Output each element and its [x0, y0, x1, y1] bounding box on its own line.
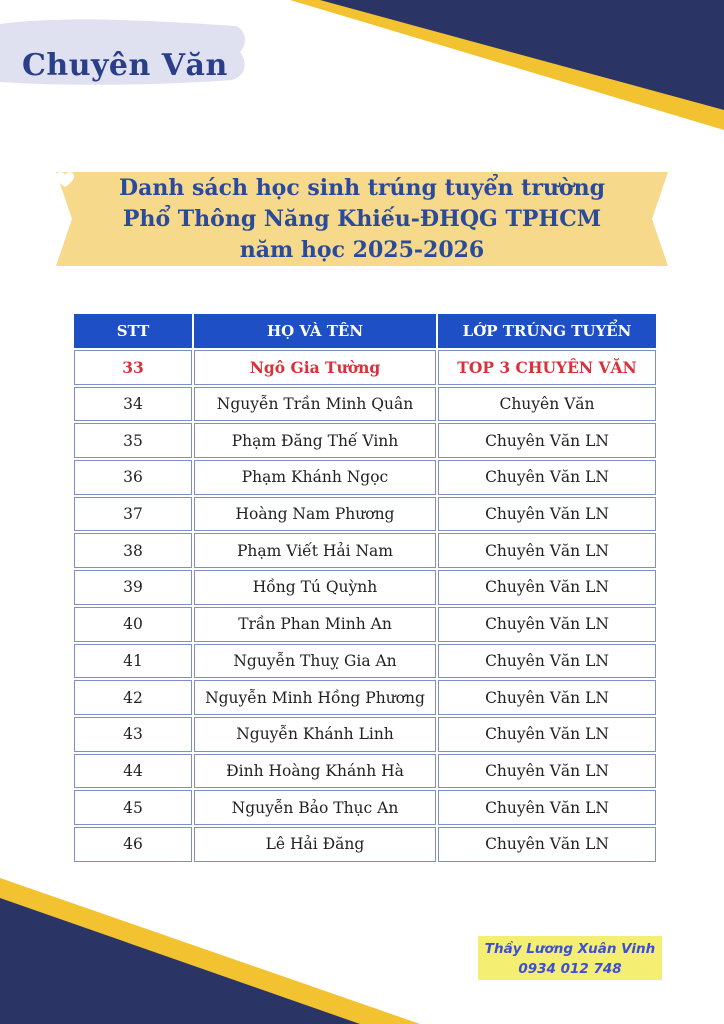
cell-stt: 44	[74, 754, 192, 789]
heading-line-2: Phổ Thông Năng Khiếu-ĐHQG TPHCM	[122, 205, 602, 232]
title-ribbon	[56, 172, 668, 266]
cell-stt: 42	[74, 680, 192, 715]
header-name: HỌ VÀ TÊN	[194, 314, 436, 348]
cell-name: Phạm Đăng Thế Vinh	[194, 423, 436, 458]
table-row	[74, 754, 656, 789]
cell-name: Hồng Tú Quỳnh	[194, 570, 436, 605]
cell-class: Chuyên Văn LN	[438, 607, 656, 642]
cell-stt: 43	[74, 717, 192, 752]
cell-name: Phạm Khánh Ngọc	[194, 460, 436, 495]
cell-name: Hoàng Nam Phương	[194, 497, 436, 532]
cell-class: Chuyên Văn LN	[438, 423, 656, 458]
subject-banner	[0, 14, 250, 88]
cell-stt: 41	[74, 644, 192, 679]
table-row	[74, 497, 656, 532]
table-row	[74, 827, 656, 862]
table-row	[74, 644, 656, 679]
subject-title: Chuyên Văn	[22, 48, 228, 83]
cell-stt: 35	[74, 423, 192, 458]
cell-stt: 45	[74, 790, 192, 825]
teacher-name: Thầy Lương Xuân Vinh	[484, 941, 656, 957]
table-header-row	[74, 314, 656, 348]
page-heading	[56, 172, 668, 266]
cell-stt: 40	[74, 607, 192, 642]
cell-stt: 34	[74, 387, 192, 422]
cell-class: Chuyên Văn LN	[438, 460, 656, 495]
teacher-phone: 0934 012 748	[518, 961, 622, 977]
cell-class: Chuyên Văn LN	[438, 680, 656, 715]
teacher-signature	[478, 936, 662, 980]
cell-name: Nguyễn Khánh Linh	[194, 717, 436, 752]
table-row	[74, 607, 656, 642]
cell-name: Nguyễn Bảo Thục An	[194, 790, 436, 825]
cell-name: Lê Hải Đăng	[194, 827, 436, 862]
cell-stt: 33	[74, 350, 192, 385]
table-row	[74, 790, 656, 825]
cell-class: Chuyên Văn	[438, 387, 656, 422]
table-row	[74, 680, 656, 715]
table-row	[74, 570, 656, 605]
cell-name: Ngô Gia Tường	[194, 350, 436, 385]
table-row	[74, 533, 656, 568]
heading-line-3: năm học 2025-2026	[239, 236, 485, 263]
cell-name: Trần Phan Minh An	[194, 607, 436, 642]
header-stt: STT	[74, 314, 192, 348]
cell-class: TOP 3 CHUYÊN VĂN	[438, 350, 656, 385]
cell-stt: 36	[74, 460, 192, 495]
cell-class: Chuyên Văn LN	[438, 644, 656, 679]
cell-class: Chuyên Văn LN	[438, 497, 656, 532]
cell-stt: 46	[74, 827, 192, 862]
heading-line-1: Danh sách học sinh trúng tuyển trường	[119, 174, 605, 201]
cell-class: Chuyên Văn LN	[438, 754, 656, 789]
cell-name: Đinh Hoàng Khánh Hà	[194, 754, 436, 789]
cell-stt: 38	[74, 533, 192, 568]
table-row	[74, 423, 656, 458]
cell-name: Nguyễn Trần Minh Quân	[194, 387, 436, 422]
table-row	[74, 350, 656, 385]
table-row	[74, 460, 656, 495]
cell-stt: 37	[74, 497, 192, 532]
cell-class: Chuyên Văn LN	[438, 570, 656, 605]
table-row	[74, 387, 656, 422]
cell-name: Nguyễn Thuỵ Gia An	[194, 644, 436, 679]
cell-class: Chuyên Văn LN	[438, 533, 656, 568]
cell-class: Chuyên Văn LN	[438, 827, 656, 862]
results-table	[72, 312, 658, 864]
cell-name: Nguyễn Minh Hồng Phương	[194, 680, 436, 715]
header-class: LỚP TRÚNG TUYỂN	[438, 314, 656, 348]
cell-class: Chuyên Văn LN	[438, 790, 656, 825]
cell-class: Chuyên Văn LN	[438, 717, 656, 752]
cell-stt: 39	[74, 570, 192, 605]
cell-name: Phạm Viết Hải Nam	[194, 533, 436, 568]
table-row	[74, 717, 656, 752]
